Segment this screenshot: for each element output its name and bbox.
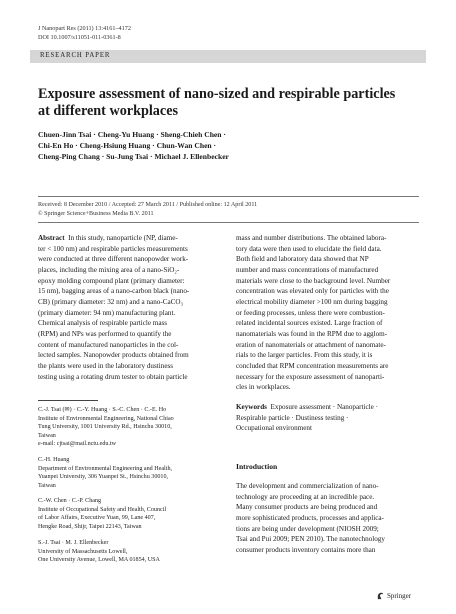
intro-line: more sophisticated products, processes and applica- — [236, 513, 384, 522]
affiliation-line: C.-J. Tsai (✉) · C.-Y. Huang · S.-C. Chen · C.-E. Ho — [38, 407, 167, 413]
article-type-band — [30, 50, 426, 63]
affiliation-line: Taiwan — [38, 432, 56, 439]
abstract-line: electrical mobility diameter >100 nm during bagging — [236, 297, 388, 306]
abstract-line: (primary diameter: 94 nm) manufacturing plant. — [38, 308, 176, 317]
abstract-line: concluded that RPM concentration measurements are — [236, 361, 389, 370]
intro-line: Many consumer products are being produced and — [236, 503, 378, 512]
abstract-line: rials to the larger particles. From this study, it is — [236, 351, 373, 360]
intro-line: Tsai and Pui 2009; PEN 2010). The nanotechnology — [236, 535, 385, 544]
affiliation-line: Institute of Occupational Safety and Health, Council — [38, 506, 167, 513]
abstract-line: Both field and laboratory data showed that NP — [236, 255, 369, 264]
abstract-line: nanomaterials was found in the RPM due to agglom- — [236, 329, 388, 338]
abstract-line: CB) (primary diameter: 32 nm) and a nano-CaCO₃ — [38, 297, 184, 306]
divider — [38, 222, 419, 223]
intro-line: consumer products inventory contains more than — [236, 545, 376, 554]
affiliation-line: C.-W. Chen · C.-P. Chang — [38, 498, 102, 504]
journal-citation: J Nanopart Res (2011) 13:4161–4172 — [38, 25, 131, 32]
introduction-heading: Introduction — [236, 462, 278, 471]
abstract-line: places, including the mixing area of a nano-SiO₂- — [38, 265, 180, 274]
abstract-continued — [236, 233, 418, 393]
affiliation-block — [38, 456, 220, 490]
abstract-line: epoxy molding compound plant (primary diameter: — [38, 276, 185, 285]
introduction-body — [236, 481, 418, 556]
author-line: Cheng-Ping Chang · Su-Jung Tsai · Michael J. Ellenbecker — [38, 152, 229, 161]
publisher-name: Springer — [387, 592, 412, 600]
publication-dates — [38, 201, 257, 219]
abstract-line: testing using a rotating drum tester to obtain particle — [38, 372, 188, 381]
abstract-line: Chemical analysis of respirable particle mass — [38, 319, 168, 328]
abstract-line: concentration was elevated only for particles with the — [236, 287, 389, 296]
author-list — [38, 129, 318, 162]
abstract-line: mass and number distributions. The obtained labora- — [236, 234, 387, 242]
abstract-line: materials were close to the background level. Number — [236, 276, 391, 285]
abstract-heading: Abstract — [38, 234, 65, 242]
intro-line: The development and commercialization of nano- — [236, 482, 379, 490]
journal-doi: DOI 10.1007/s11051-011-0361-8 — [38, 34, 121, 41]
abstract-line: (RPM) and NPs was performed to quantify the — [38, 329, 172, 338]
affiliation-line: One University Avenue, Lowell, MA 01854, USA — [38, 557, 160, 564]
abstract-column — [38, 233, 218, 382]
affiliation-line: Taiwan — [38, 482, 56, 489]
springer-horse-icon — [376, 591, 385, 600]
abstract-line: ter < 100 nm) and respirable particles measurements — [38, 244, 188, 253]
affiliation-line: Institute of Environmental Engineering, National Chiao — [38, 415, 174, 422]
abstract-line: 15 nm), bagging areas of a nano-carbon black (nano- — [38, 287, 190, 296]
article-title: Exposure assessment of nano-sized and respirable particles at different workplaces — [38, 86, 396, 119]
journal-header — [38, 24, 131, 42]
abstract-line: cles in workplaces. — [236, 383, 291, 392]
affiliation-email[interactable]: e-mail: cjtsai@mail.nctu.edu.tw — [38, 441, 117, 448]
abstract-line: the plants were used in the laboratory dustiness — [38, 361, 174, 370]
abstract-line: lected samples. Nanopowder products obtained from — [38, 351, 189, 360]
keywords-line: Exposure assessment · Nanoparticle · — [270, 403, 379, 411]
publisher-mark — [376, 591, 411, 600]
affiliation-line: C.-H. Huang — [38, 457, 70, 463]
affiliation-line: Department of Environmental Engineering and Health, — [38, 465, 173, 472]
affiliation-divider — [38, 400, 98, 401]
keywords-heading: Keywords — [236, 403, 267, 411]
affiliation-block — [38, 539, 220, 565]
date-history: Received: 8 December 2010 / Accepted: 27 March 2011 / Published online: 12 April 2011 — [38, 202, 258, 208]
affiliation-line: Tung University, 1001 University Rd., Hsinchu 30010, — [38, 424, 172, 431]
abstract-line: number and mass concentrations of manufactured — [236, 265, 379, 274]
abstract-line: were conducted at three different nanopowder work- — [38, 255, 189, 264]
keywords-block — [236, 402, 418, 434]
affiliation-line: of Labor Affairs, Executive Yuan, 99, Lane 407, — [38, 515, 156, 522]
article-type: RESEARCH PAPER — [40, 52, 111, 59]
intro-line: technology are proceeding at an incredible pace. — [236, 492, 375, 501]
affiliation-line: University of Massachusetts Lowell, — [38, 548, 128, 555]
abstract-line: related incidental sources existed. Large fraction of — [236, 319, 383, 328]
affiliation-block — [38, 406, 220, 449]
affiliation-line: Yuanpei University, 306 Yuanpei St., Hsinchu 30010, — [38, 474, 169, 481]
keywords-line: Respirable particle · Dustiness testing · — [236, 413, 349, 422]
abstract-line: necessary for the exposure assessment of nanoparti- — [236, 372, 385, 381]
author-line: Chuen-Jinn Tsai · Cheng-Yu Huang · Sheng-Chieh Chen · — [38, 130, 226, 139]
affiliation-line: S.-J. Tsai · M. J. Ellenbecker — [38, 540, 109, 546]
divider — [38, 196, 419, 197]
keywords-line: Occupational environment — [236, 424, 312, 433]
abstract-line: or feeding processes, unless there were combustion- — [236, 308, 385, 317]
author-line: Chi-En Ho · Cheng-Hsiung Huang · Chun-Wan Chen · — [38, 141, 217, 150]
abstract-line: eration of nanomaterials or attachment of nanomate- — [236, 340, 386, 349]
copyright: © Springer Science+Business Media B.V. 2011 — [38, 211, 154, 217]
abstract-line: tory data were then used to elucidate the field data. — [236, 244, 382, 253]
intro-line: tions are being under development (NIOSH 2009; — [236, 524, 379, 533]
abstract-line: content of manufactured nanoparticles in the col- — [38, 340, 179, 349]
affiliation-block — [38, 497, 220, 531]
affiliation-line: Hengke Road, Shijr, Taipei 22143, Taiwan — [38, 523, 142, 530]
abstract-line: In this study, nanoparticle (NP, diame- — [68, 234, 178, 242]
